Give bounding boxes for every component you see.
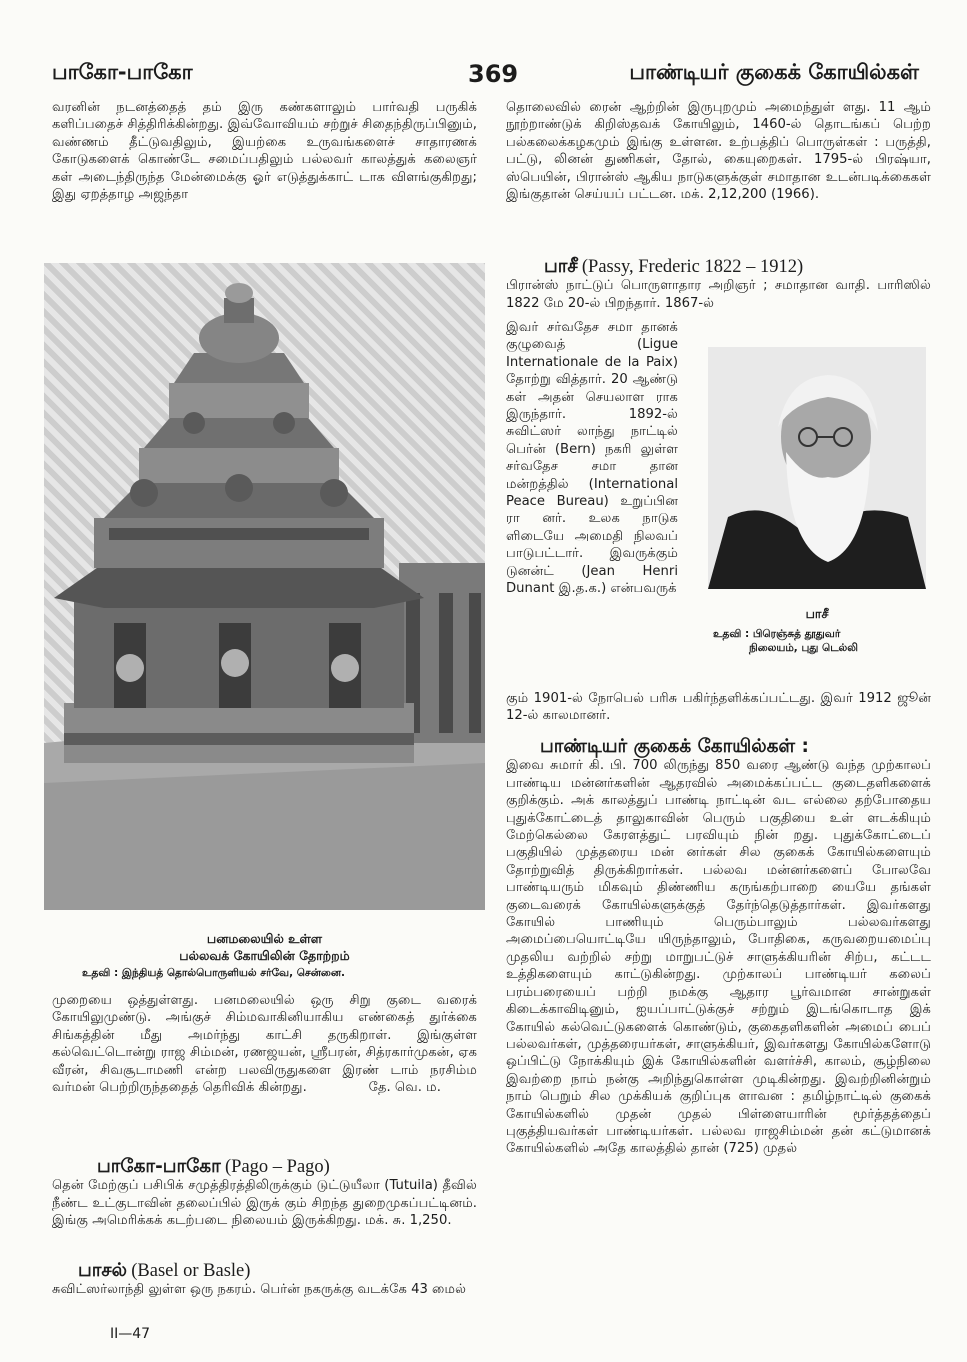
entry-heading: பாகோ-பாகோ: [97, 1156, 221, 1177]
caption-line: பனமலையில் உள்ள: [206, 931, 323, 946]
credit-line: நிலையம், புது டெல்லி: [749, 642, 858, 654]
page-number: 369: [468, 60, 519, 88]
passy-side-text: [506, 319, 678, 598]
running-header-right: பாண்டியர் குகைக் கோயில்கள்: [629, 60, 919, 84]
running-header-left: பாகோ-பாகோ: [52, 60, 193, 84]
entry-heading: பாசல்: [78, 1260, 128, 1281]
entry-heading: பாண்டியர் குகைக் கோயில்கள் :: [540, 736, 809, 757]
entry-passy: [506, 258, 931, 312]
left-bottom-paragraph: [52, 992, 477, 1097]
temple-credit: உதவி : இந்தியத் தொல்பொருளியல் சர்வே, சென்னை.: [82, 967, 345, 979]
footer-mark: II—47: [110, 1326, 151, 1342]
paragraph-text: கும் 1901-ல் நோபெல் பரிசு பகிர்ந்தளிக்கப்பட்டது. இவர் 1912 ஜூன் 12-ல் காலமானர்.: [506, 691, 931, 724]
portrait-credit: [713, 627, 928, 655]
paragraph-text: வரனின் நடனத்தைத் தம் இரு கண்களாலும் பார்வதி பருகிக் களிப்பதைச் சித்திரிக்கின்றது. இவ்வோவியம் சற்றுச் சிதைந்திருப்பினும், வண்ணம் தீட்டுவதிலும், இயற்கை உருவங்களைச் சாதாரணக் கோடுகளைக் கொண்டே சமைப்பதிலும் பல்லவர் காலத்துக் கலைஞர் கள் அடைந்திருந்த மேன்மைக்கு ஓர் எடுத்துக்காட் டாக விளங்குகிறது; இது ஏறத்தாழ அஜந்தா: [52, 100, 477, 203]
entry-heading-latin: (Pago – Pago): [225, 1157, 330, 1177]
temple-photo: [44, 263, 485, 910]
left-top-paragraph: [52, 99, 477, 203]
entry-heading-latin: (Basel or Basle): [131, 1261, 251, 1281]
paragraph-text: தென் மேற்குப் பசிபிக் சமுத்திரத்திலிருக்கும் டுட்டுயீலா (Tutuila) தீவில் நீண்ட உட்குடாவின் தலைப்பில் இருக் கும் சிறந்த துறைமுகப்பட்டினம். இங்கு அமெரிக்கக் கடற்படை நிலையம் இருக்கிறது. மக். சு. 1,250.: [52, 1178, 477, 1229]
caption-line: பல்லவக் கோயிலின் தோற்றம்: [179, 948, 350, 963]
portrait-photo: [708, 347, 926, 589]
entry-basel: [52, 1262, 477, 1299]
passy-closing-text: [506, 690, 931, 725]
paragraph-text: முறையை ஒத்துள்ளது. பனமலையில் ஒரு சிறு குடை வரைக் கோயிலுமுண்டு. அங்குச் சிம்மவாகினியாகிய எண்கைத் துர்க்கை சிங்கத்தின் மீது அமர்ந்து காட்சி தருகிறாள். இங்குள்ள கல்வெட்டொன்று ராஜ சிம்மன், ரணஜயன், ஸ்ரீபரன், சித்ரகார்முகன், ஏக வீரன், சிவசூடாமணி என்ற பலவிருதுகளை இரண் டாம் நரசிம்ம வர்மன் பெற்றிருந்ததைத் தெரிவிக் கின்றது.: [52, 993, 477, 1096]
paragraph-text: தொலைவில் ரைன் ஆற்றின் இருபுறமும் அமைந்துள் ளது. 11 ஆம் நூற்றாண்டுக் கிறிஸ்தவக் கோயிலும், 1460-ல் தொடங்கப் பெற்ற பல்கலைக்கழகமும் இங்கு உள்ளன. உற்பத்திப் பொருள்கள் : பருத்தி, பட்டு, லினன் துணிகள், தோல், கையுறைகள். 1795-ல் பிரஷ்யா, ஸ்பெயின், பிரான்ஸ் ஆகிய நாடுகளுக்குள் சமாதான உடன்படிக்கைகள் இங்குதான் செய்யப் பட்டன. மக். 2,12,200 (1966).: [506, 100, 931, 203]
right-top-paragraph: [506, 99, 931, 203]
paragraph-text: இவை சுமார் கி. பி. 700 லிருந்து 850 வரை ஆண்டு வந்த முற்காலப் பாண்டிய மன்னர்களின் ஆதரவில் அமைக்கப்பட்ட குடைதளிகளைக் குறிக்கும். அக் காலத்துப் பாண்டி நாட்டின் வட எல்லை தற்போதைய புதுக்கோட்டைத் தாலுகாவின் பெரும் பகுதியை உள் ளடக்கியும் மேற்கெல்லை கேரளத்துட் பரவியும் நின் றது. புதுக்கோட்டைப் பகுதியில் முத்தரைய மன் னர்கள் சில குகைக் கோயில்களையும் தோற்றுவித் திருக்கிறார்கள். பல்லவ மன்னர்களைப் போலவே பாண்டியரும் மிகவும் திண்ணிய கருங்கற்பாறை யையே தங்கள் குடைவரைக் கோயில்களுக்குத் தேர்ந்தெடுத்தார்கள். இவர்களது கோயில் பாணியும் பெரும்பாலும் பல்லவர்களது அமைப்பையொட்டியே யிருந்தாலும், போதிகை, கருவறையமைப்பு முதலிய வற்றில் சற்று மாறுபட்டுச் சாளுக்கியரின் சிற்ப, கட்டட உத்திகளையும் காட்டுகின்றது. முற்காலப் பாண்டியர் கலைப் பரம்பரையைப் பற்றி நமக்கு ஆதார பூர்வமான சான்றுகள் கிடைக்காவிடினும், ஐயப்பாட்டுக்குச் சற்றும் இடங்கொடாத இக் கோயில் கல்வெட்டுகளைக் கொண்டும், குகைதளிகளின் அமைப் பைப் பல்லவர்கள், முத்தரையர்கள், சாளுக்கியர், இவர்களது கோயில்களோடு ஒப்பிட்டு நோக்கியும் இக் கோயில்களின் வளர்ச்சி, காலம், சூழ்நிலை இவற்றை நாம் நன்கு அறிந்துகொள்ள முடிகின்றது. இவற்றினின்றும் நாம் பெறும் சில முக்கியக் குறிப்புக ளாவன : தமிழ்நாட்டில் குகைக் கோயில்களில் முதன் முதல் பிள்ளையாரின் மூர்த்தத்தைப் புகுத்தியவர்கள் பாண்டியர்கள். பல்லவ ராஜசிம்மன் தன் கட்டுமானக் கோயில்களில் அதே காலத்தில் தான் (725) முதல்: [506, 758, 931, 1157]
entry-pandya: [506, 738, 931, 1158]
entry-heading-latin: (Passy, Frederic 1822 – 1912): [581, 257, 804, 277]
author-signature: தே. வெ. ம.: [368, 1080, 441, 1096]
portrait-illustration: [708, 347, 926, 589]
entry-heading: பாசீ: [544, 256, 578, 277]
paragraph-text: பிரான்ஸ் நாட்டுப் பொருளாதார அறிஞர் ; சமாதான வாதி. பாரிஸில் 1822 மே 20-ல் பிறந்தார். 1867-ல்: [506, 278, 931, 311]
paragraph-text: இவர் சர்வதேச சமா தானக் குழுவைத் (Ligue Internationale de la Paix) தோற்று வித்தார். 20 ஆண்டு கள் அதன் செயலாள ராக இருந்தார். 1892-ல் சுவிட்ஸர் லாந்து நாட்டில் பெர்ன் (Bern) நகரி லுள்ள சர்வதேச சமா தான மன்றத்தில் (International Peace Bureau) உறுப்பின ரா னர். உலக நாடுக ளிடையே அமைதி நிலவப் பாடுபட்டார். இவருக்கும் டுனன்ட் (Jean Henri Dunant இ.த.க.) என்பவருக்: [506, 320, 678, 597]
temple-illustration: [44, 263, 485, 910]
temple-caption: [44, 930, 485, 964]
paragraph-text: சுவிட்ஸர்லாந்தி லுள்ள ஒரு நகரம். பெர்ன் நகருக்கு வடக்கே 43 மைல்: [52, 1282, 467, 1298]
entry-pago: [52, 1158, 477, 1230]
portrait-caption: பாசீ: [805, 606, 829, 621]
credit-line: உதவி : பிரெஞ்சுத் தூதுவர்: [713, 628, 841, 640]
